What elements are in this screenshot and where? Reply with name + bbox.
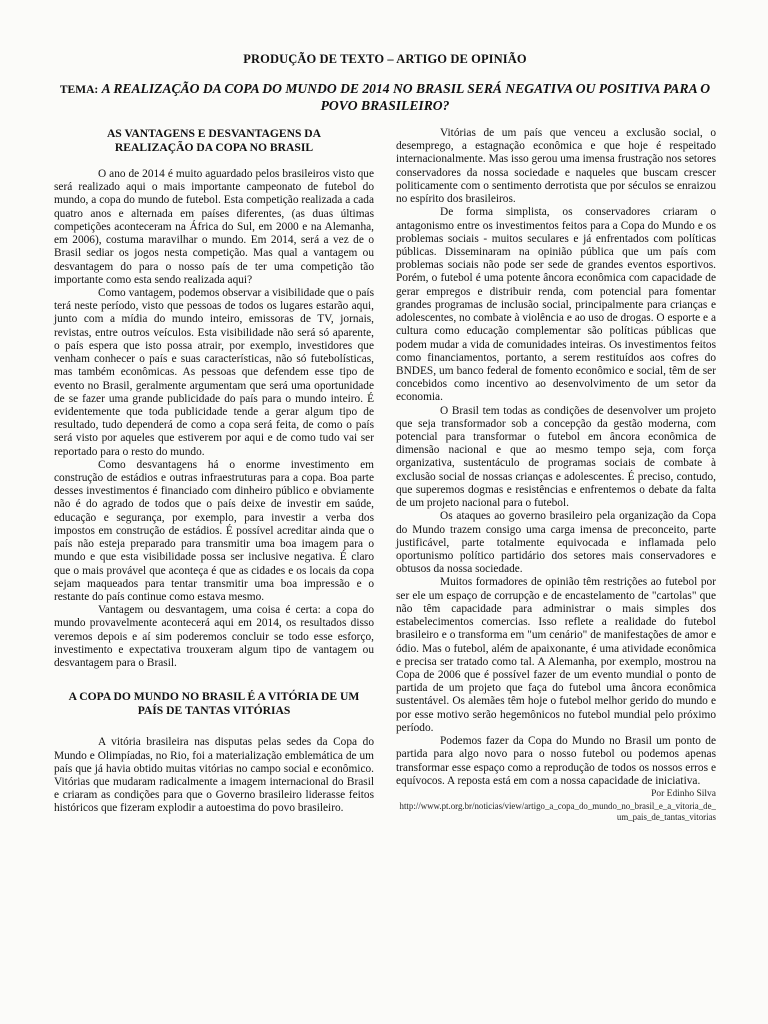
- paragraph: O ano de 2014 é muito aguardado pelos brasileiros visto que será realizado aqui o mais importante campeonato de futebol do mundo, a copa do mundo de futebol. Esta competição realizada a cada quatro anos e alternada em países diferentes, (as duas últimas competições aconteceram na África do Sul, em 2000 e na Alemanha, em 2006), costuma maravilhar o mundo. Em 2014, será a vez de o Brasil sediar os jogos nesta competição. Mas qual a vantagem ou desvantagem do para o nosso país de ter uma competição tão importante como esta sendo realizada aqui?: [54, 168, 374, 286]
- paragraph: Muitos formadores de opinião têm restrições ao futebol por ser ele um espaço de corrupção e de encastelamento de "cartolas" que não têm capacidade para administrar o mais simples dos estabelecimentos comercias. Isso reflete a realidade do futebol brasileiro e o transforma em "um cenário" de manifestações de amor e ódio. Mas o futebol, além de apaixonante, é uma atividade econômica e precisa ser tratado como tal. A Alemanha, por exemplo, mostrou na Copa de 2006 que é possível fazer de um evento mundial o ponto de partida de um projeto que faça do futebol uma âncora econômica sustentável. Os alemães têm hoje o futebol melhor gerido do mundo e por esse motivo serão hegemônicos no futebol mundial pelo próximo período.: [396, 576, 716, 734]
- paragraph: Como vantagem, podemos observar a visibilidade que o país terá neste período, visto que pessoas de todos os lugares estarão aqui, junto com a mídia do mundo inteiro, emissoras de TV, jornais, revistas, entre outros veículos. Esta visibilidade não será só aparente, o país espera que isto possa atrair, por exemplo, investidores que venham conhecer o país e suas características, não só futebolísticas, mas também econômicas. As pessoas que defendem esse tipo de evento no Brasil, geralmente argumentam que será uma oportunidade de se fazer uma grande publicidade do país para o mundo inteiro. É evidentemente que toda publicidade tende a gerar algum tipo de resultado, tudo dependerá de como a copa será feita, de como o país será visto por aqueles que estiverem por aqui e de como tudo vai ser reportado para o resto do mundo.: [54, 286, 374, 458]
- paragraph: A vitória brasileira nas disputas pelas sedes da Copa do Mundo e Olimpíadas, no Rio, foi a materialização emblemática de um país que já havia obtido muitas vitórias no campo social e econômico. Vitórias que mudaram radicalmente a imagem internacional do Brasil e criaram as condições para que o Governo brasileiro liderasse feitos históricos que fizeram explodir a autoestima do povo brasileiro.: [54, 736, 374, 815]
- paragraph: Vantagem ou desvantagem, uma coisa é certa: a copa do mundo provavelmente acontecerá aqui em 2014, os resultados disso veremos depois e aí sim poderemos concluir se todo esse esforço, investimento e expectativa trouxeram algum tipo de vantagem ou desvantagem para o Brasil.: [54, 604, 374, 670]
- left-column: [54, 127, 374, 822]
- paragraph: Como desvantagens há o enorme investimento em construção de estádios e outras infraestruturas para a copa. Boa parte desses investimentos é financiado com dinheiro público e obviamente não é do agrado de todos que o país deixe de investir em saúde, educação e segurança, por exemplo, para investir a verba dos impostos em construção de estádios. É possível acreditar ainda que o país não esteja preparado para transmitir uma boa imagem para o mundo e que esta visibilidade possa ser inclusive negativa. É claro que o mais provável que aconteça é que as cidades e os locais da copa sejam maqueados para tentar transmitir uma boa impressão e o restante do país continue como estava mesmo.: [54, 458, 374, 603]
- article-columns: [54, 127, 716, 822]
- theme-line: [54, 81, 716, 114]
- paragraph: Os ataques ao governo brasileiro pela organização da Copa do Mundo trazem consigo uma carga imensa de preconceito, parte justificável, parte totalmente equivocada e inflamada pelo oportunismo político partidário dos setores mais conservadores e obtusos da nossa sociedade.: [396, 510, 716, 576]
- paragraph: O Brasil tem todas as condições de desenvolver um projeto que seja transformador sob a concepção da gestão moderna, com potencial para transformar o futebol em âncora econômica de dimensão nacional e que ao mesmo tempo seja, com força organizativa, sustentáculo de programas sociais de combate à exclusão social de nossas crianças e adolescentes. É preciso, contudo, que superemos dogmas e resistências e enfrentemos o debate da falta de um projeto nacional para o futebol.: [396, 404, 716, 510]
- paragraph: Podemos fazer da Copa do Mundo no Brasil um ponto de partida para algo novo para o nosso futebol ou podemos apenas transformar esse espaço como a reprodução de todos os nossos erros e equívocos. A reposta está em com a nossa capacidade de iniciativa.: [396, 735, 716, 787]
- paragraph: De forma simplista, os conservadores criaram o antagonismo entre os investimentos feitos para a Copa do Mundo e os problemas sociais - muitos seculares e já enfrentados com políticas públicas. Disseminaram na opinião pública que um país com problemas sociais não pode ser sede de grandes eventos esportivos. Porém, o futebol é uma potente âncora econômica com capacidade de gerar empregos e distribuir renda, com potencial para fomentar grandes programas de inclusão social, principalmente para crianças e adolescentes, no combate à violência e ao uso de drogas. O esporte e a cultura como educação complementar são políticas públicas que podem mudar a vida de comunidades inteiras. Os investimentos feitos como financiamentos, portanto, a serem restituídos aos cofres do BNDES, um banco federal de fomento econômico e social, têm de ser concebidos como incentivo ao desenvolvimento de um setor da economia.: [396, 206, 716, 404]
- author-credit: Por Edinho Silva: [651, 788, 716, 799]
- section-heading-2: A COPA DO MUNDO NO BRASIL É A VITÓRIA DE UM PAÍS DE TANTAS VITÓRIAS: [68, 690, 360, 718]
- theme-text: A REALIZAÇÃO DA COPA DO MUNDO DE 2014 NO BRASIL SERÁ NEGATIVA OU POSITIVA PARA O POVO BRASILEIRO?: [101, 81, 711, 113]
- source-url: http://www.pt.org.br/noticias/view/artigo_a_copa_do_mundo_no_brasil_e_a_vitoria_de_um_pais_de_tantas_vitorias: [399, 800, 716, 822]
- section-heading-1: AS VANTAGENS E DESVANTAGENS DA REALIZAÇÃO DA COPA NO BRASIL: [106, 127, 322, 154]
- right-column: [396, 127, 716, 822]
- theme-label: TEMA:: [59, 84, 99, 96]
- document-title: PRODUÇÃO DE TEXTO – ARTIGO DE OPINIÃO: [243, 52, 527, 66]
- paragraph: Vitórias de um país que venceu a exclusão social, o desemprego, a estagnação econômica e que hoje é respeitado internacionalmente. Mas isso gerou uma imensa frustração nos setores conservadores da nossa sociedade e naqueles que buscam crescer politicamente com o sentimento derrotista que por séculos se enraizou no espírito dos brasileiros.: [396, 127, 716, 206]
